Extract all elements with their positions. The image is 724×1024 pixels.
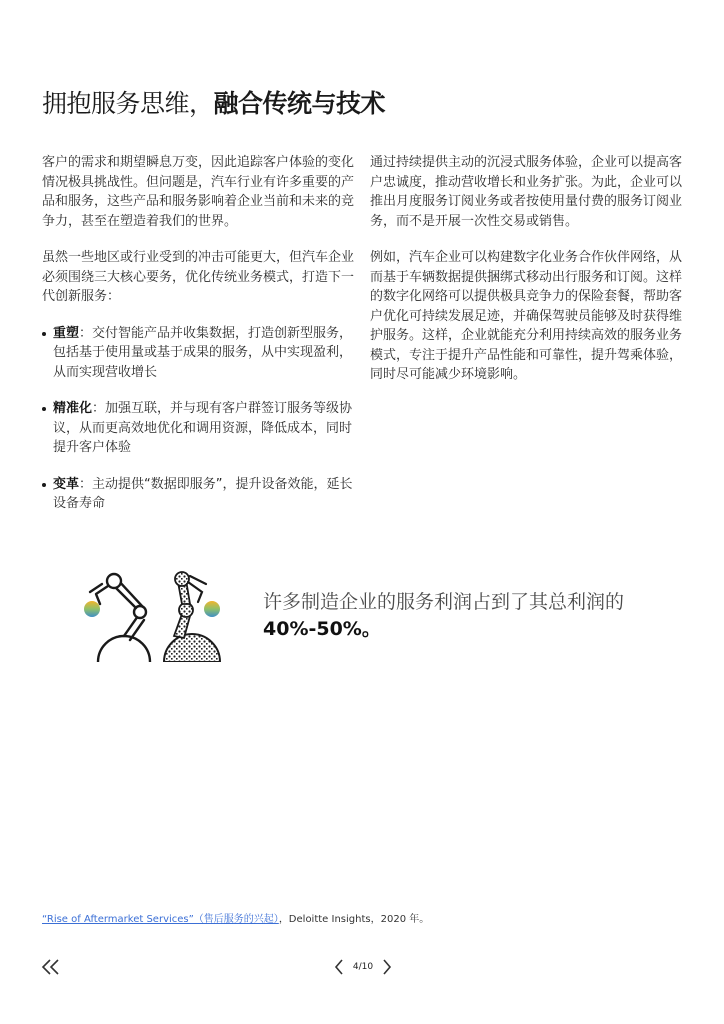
list-item-label: 重塑 bbox=[53, 325, 80, 341]
list-item bbox=[42, 475, 360, 514]
left-column bbox=[42, 153, 360, 531]
title-light: 拥抱服务思维， bbox=[42, 89, 214, 118]
double-chevron-left-icon[interactable] bbox=[40, 958, 62, 976]
left-paragraph-1: 客户的需求和期望瞬息万变，因此追踪客户体验的变化情况极具挑战性。但问题是，汽车行业有许多重要的产品和服务，这些产品和服务影响着企业当前和未来的竞争力，甚至在塑造着我们的世界。 bbox=[42, 155, 355, 229]
stat-value: 40%-50%。 bbox=[263, 618, 381, 640]
left-paragraph-2: 虽然一些地区或行业受到的冲击可能更大，但汽车企业必须围绕三大核心要务，优化传统业务模式，打造下一代创新服务： bbox=[42, 250, 355, 304]
right-paragraph-2: 例如，汽车企业可以构建数字化业务合作伙伴网络，从而基于车辆数据提供捆绑式移动出行服务和订阅。这样的数字化网络可以提供极具竞争力的保险套餐，帮助客户优化可持续发展足迹，并确保驾驶员能够及时获得维护服务。这样，企业就能充分利用持续高效的服务业务模式，专注于提升产品性能和可靠性，提升驾乘体验，同时尽可能减少环境影响。 bbox=[370, 250, 683, 382]
right-orb-icon bbox=[204, 601, 220, 617]
list-item-label: 精准化 bbox=[53, 401, 93, 416]
list-item-label: 变革 bbox=[53, 476, 80, 492]
right-column bbox=[370, 153, 690, 402]
robot-arms-illustration bbox=[78, 570, 228, 662]
stat-callout bbox=[263, 589, 624, 643]
chevron-right-icon[interactable] bbox=[382, 958, 392, 976]
footnote bbox=[42, 910, 429, 925]
stat-text: 许多制造企业的服务利润占到了其总利润的 bbox=[263, 591, 625, 613]
footnote-rest: ，Deloitte Insights，2020 年。 bbox=[278, 914, 430, 925]
list-item bbox=[42, 399, 360, 458]
left-orb-icon bbox=[84, 601, 100, 617]
list-item-text: ：主动提供“数据即服务”，提升设备效能，延长设备寿命 bbox=[53, 476, 353, 511]
page-number: 4/10 bbox=[352, 962, 374, 972]
title-bold: 融合传统与技术 bbox=[213, 89, 386, 118]
page-title bbox=[42, 84, 385, 120]
list-item bbox=[42, 324, 360, 383]
left-robot-arm bbox=[90, 574, 150, 662]
right-robot-arm bbox=[164, 572, 220, 662]
chevron-left-icon[interactable] bbox=[334, 958, 344, 976]
list-item-text: ：交付智能产品并收集数据，打造创新型服务，包括基于使用量或基于成果的服务，从中实现盈利，从而实现营收增长 bbox=[53, 325, 353, 380]
pager bbox=[334, 958, 392, 976]
list-item-text: ：加强互联，并与现有客户群签订服务等级协议，从而更高效地优化和调用资源，降低成本，同时提升客户体验 bbox=[53, 401, 353, 455]
source-link[interactable]: “Rise of Aftermarket Services”（售后服务的兴起） bbox=[42, 914, 279, 925]
right-paragraph-1: 通过持续提供主动的沉浸式服务体验，企业可以提高客户忠诚度，推动营收增长和业务扩张。为此，企业可以推出月度服务订阅业务或者按使用量付费的服务订阅业务，而不是开展一次性交易或销售。 bbox=[370, 155, 683, 229]
imperatives-list bbox=[42, 324, 360, 514]
